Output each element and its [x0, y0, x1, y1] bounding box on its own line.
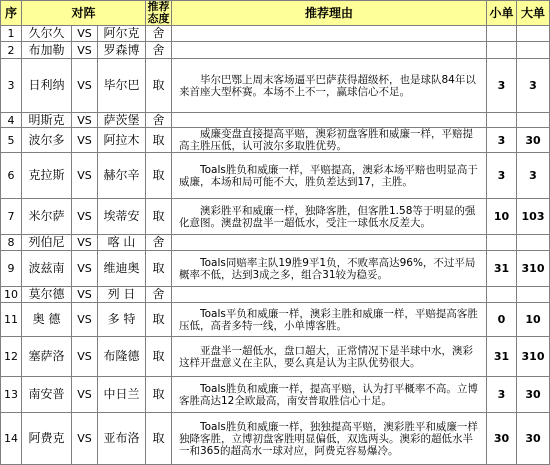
- big-bet-value-cell: [517, 128, 550, 153]
- row-index: 3: [7, 79, 15, 92]
- recommend-attitude-cell: [146, 59, 172, 113]
- recommend-attitude: 舍: [152, 235, 165, 249]
- vs-label: VS: [77, 388, 92, 401]
- vs-label: VS: [77, 43, 92, 57]
- small-bet-value: 3: [497, 133, 506, 147]
- home-team-cell: [22, 235, 72, 251]
- home-team-cell: [22, 413, 72, 465]
- small-bet-value-cell: [487, 377, 517, 413]
- row-index-cell: [1, 303, 22, 337]
- away-team: 阿拉木: [103, 132, 140, 147]
- away-team-cell: [98, 251, 146, 287]
- recommend-reason-cell: [172, 128, 487, 153]
- recommend-reason-cell: [172, 251, 487, 287]
- row-index: 6: [7, 169, 15, 182]
- vs-label: VS: [77, 210, 92, 223]
- recommend-attitude: 取: [152, 349, 165, 363]
- row-index: 7: [7, 210, 15, 223]
- recommend-reason: 毕尔巴鄂上周末客场逼平巴萨获得超级杯，也是球队84年以来首座大型杯赛。本场不上不一，赢球信心不足。: [179, 73, 476, 98]
- big-bet-value: 103: [521, 210, 545, 223]
- away-team-cell: [98, 128, 146, 153]
- away-team: 罗森博: [103, 42, 140, 57]
- home-team-cell: [22, 26, 72, 42]
- recommend-attitude: 舍: [152, 287, 165, 301]
- header-big-bet: 大单: [517, 1, 550, 26]
- recommend-attitude-cell: [146, 42, 172, 59]
- away-team-cell: [98, 26, 146, 42]
- recommend-reason-cell: [172, 337, 487, 377]
- away-team: 埃蒂安: [103, 209, 140, 223]
- small-bet-value-cell: [487, 59, 517, 113]
- away-team: 喀 山: [107, 235, 136, 249]
- row-index-cell: [1, 199, 22, 235]
- vs-label-cell: [72, 235, 98, 251]
- vs-label-cell: [72, 377, 98, 413]
- header-match: 对阵: [22, 1, 146, 26]
- recommend-attitude-cell: [146, 128, 172, 153]
- vs-label: VS: [77, 27, 92, 40]
- small-bet-value: 3: [497, 79, 506, 92]
- vs-label-cell: [72, 128, 98, 153]
- big-bet-value-cell: [517, 42, 550, 59]
- vs-label-cell: [72, 413, 98, 465]
- recommend-attitude: 取: [152, 431, 165, 445]
- away-team: 赫尔辛: [103, 168, 140, 182]
- home-team-cell: [22, 113, 72, 128]
- home-team: 克拉斯: [28, 168, 65, 182]
- recommend-attitude: 取: [152, 78, 165, 92]
- home-team-cell: [22, 153, 72, 199]
- recommend-reason-cell: [172, 199, 487, 235]
- small-bet-value-cell: [487, 42, 517, 59]
- home-team: 波兹南: [28, 261, 65, 275]
- recommend-attitude: 舍: [152, 42, 165, 57]
- small-bet-value: 3: [497, 169, 506, 182]
- away-team-cell: [98, 377, 146, 413]
- home-team-cell: [22, 287, 72, 303]
- recommend-attitude-cell: [146, 153, 172, 199]
- recommend-reason: 威廉变盘直接提高平赔，澳彩初盘客胜和威廉一样，平赔提高主胜压低，认可波尔多取胜优势。: [179, 128, 473, 152]
- big-bet-value: 30: [525, 432, 541, 445]
- vs-label-cell: [72, 153, 98, 199]
- recommend-attitude: 取: [152, 312, 165, 326]
- away-team: 列 日: [107, 287, 136, 301]
- row-index-cell: [1, 128, 22, 153]
- vs-label: VS: [77, 79, 92, 92]
- row-index-cell: [1, 235, 22, 251]
- row-index: 4: [7, 113, 15, 127]
- recommend-reason: Toals胜负和威廉一样，独独提高平赔，澳彩胜平和威廉一样独降客胜，立博初盘客胜明显偏低，双选两头。澳彩的超低水半一和365的超高水一球对应，阿费克容易爆冷。: [179, 420, 478, 457]
- home-team: 南安普: [28, 387, 65, 401]
- away-team: 中日兰: [103, 387, 140, 401]
- small-bet-value-cell: [487, 26, 517, 42]
- home-team-cell: [22, 377, 72, 413]
- recommend-reason: Toals胜负和威廉一样，平赔提高，澳彩本场平赔也明显高于威廉，本场和局可能不大，胜负差达到17，主胜。: [179, 163, 478, 188]
- home-team-cell: [22, 42, 72, 59]
- big-bet-value: 30: [525, 133, 541, 147]
- away-team-cell: [98, 303, 146, 337]
- big-bet-value-cell: [517, 113, 550, 128]
- big-bet-value-cell: [517, 251, 550, 287]
- recommend-reason: Toals同赔率主队19胜9平1负，不败率高达96%，不过平局概率不低，达到3成之多，组合31较为稳妥。: [179, 256, 476, 281]
- big-bet-value-cell: [517, 199, 550, 235]
- big-bet-value: 310: [521, 350, 545, 363]
- home-team-cell: [22, 303, 72, 337]
- vs-label: VS: [77, 313, 92, 326]
- row-index: 8: [7, 236, 15, 249]
- vs-label-cell: [72, 113, 98, 128]
- recommend-attitude-cell: [146, 303, 172, 337]
- big-bet-value: 3: [529, 79, 537, 92]
- big-bet-value-cell: [517, 337, 550, 377]
- recommend-attitude: 舍: [152, 26, 165, 40]
- header-small-bet: 小单: [487, 1, 517, 26]
- recommend-attitude-cell: [146, 337, 172, 377]
- recommend-attitude-cell: [146, 113, 172, 128]
- recommend-reason-cell: [172, 303, 487, 337]
- row-index: 12: [4, 350, 18, 363]
- away-team-cell: [98, 337, 146, 377]
- big-bet-value-cell: [517, 377, 550, 413]
- away-team-cell: [98, 199, 146, 235]
- home-team-cell: [22, 251, 72, 287]
- home-team: 久尔久: [28, 26, 65, 40]
- small-bet-value-cell: [487, 153, 517, 199]
- row-index-cell: [1, 377, 22, 413]
- small-bet-value-cell: [487, 128, 517, 153]
- home-team: 阿费克: [28, 431, 65, 445]
- row-index: 14: [4, 432, 18, 445]
- big-bet-value-cell: [517, 287, 550, 303]
- recommend-reason-cell: [172, 42, 487, 59]
- big-bet-value: 310: [521, 262, 545, 275]
- row-index: 9: [7, 262, 15, 275]
- row-index-cell: [1, 42, 22, 59]
- recommend-reason-cell: [172, 287, 487, 303]
- away-team: 阿尔克: [103, 26, 140, 40]
- home-team: 奥 德: [32, 312, 61, 326]
- home-team: 布加勒: [28, 42, 65, 57]
- recommend-reason-cell: [172, 26, 487, 42]
- vs-label: VS: [77, 288, 92, 301]
- small-bet-value-cell: [487, 251, 517, 287]
- small-bet-value-cell: [487, 413, 517, 465]
- home-team: 波尔多: [28, 132, 65, 147]
- header-attitude: 推荐态度: [146, 1, 172, 26]
- home-team: 莫尔德: [28, 287, 65, 301]
- recommend-reason-cell: [172, 153, 487, 199]
- row-index: 1: [7, 27, 15, 40]
- recommend-reason-cell: [172, 59, 487, 113]
- small-bet-value-cell: [487, 337, 517, 377]
- row-index: 2: [7, 43, 15, 57]
- away-team-cell: [98, 153, 146, 199]
- recommend-attitude-cell: [146, 251, 172, 287]
- row-index-cell: [1, 337, 22, 377]
- recommend-reason: Toals胜负和威廉一样，提高平赔，认为打平概率不高。立博客胜高达12全欧最高，南安普取胜信心十足。: [179, 382, 478, 407]
- recommend-reason-cell: [172, 235, 487, 251]
- vs-label-cell: [72, 26, 98, 42]
- row-index: 13: [4, 388, 18, 401]
- small-bet-value-cell: [487, 199, 517, 235]
- vs-label: VS: [77, 262, 92, 275]
- away-team-cell: [98, 413, 146, 465]
- row-index: 10: [4, 288, 18, 301]
- vs-label: VS: [77, 236, 92, 249]
- away-team: 多 特: [107, 312, 136, 326]
- big-bet-value-cell: [517, 153, 550, 199]
- header-index: 序: [1, 1, 22, 26]
- big-bet-value-cell: [517, 303, 550, 337]
- recommend-attitude: 取: [152, 209, 165, 223]
- small-bet-value-cell: [487, 287, 517, 303]
- recommend-reason-cell: [172, 377, 487, 413]
- vs-label-cell: [72, 287, 98, 303]
- big-bet-value-cell: [517, 413, 550, 465]
- vs-label-cell: [72, 337, 98, 377]
- header-reason: 推荐理由: [172, 1, 487, 26]
- small-bet-value: 3: [497, 388, 506, 401]
- row-index-cell: [1, 153, 22, 199]
- row-index-cell: [1, 26, 22, 42]
- home-team: 塞萨洛: [28, 349, 65, 363]
- vs-label-cell: [72, 251, 98, 287]
- home-team: 明斯克: [28, 113, 65, 127]
- small-bet-value-cell: [487, 113, 517, 128]
- home-team: 米尔萨: [28, 209, 65, 223]
- recommend-reason: 亚盘半一超低水，盘口超大，正常情况下是半球中水，澳彩这样开盘意义在主队，要么真是认为主队优势很大。: [179, 344, 473, 369]
- vs-label: VS: [77, 350, 92, 363]
- home-team-cell: [22, 337, 72, 377]
- big-bet-value: 3: [529, 169, 537, 182]
- away-team: 毕尔巴: [103, 78, 140, 92]
- vs-label: VS: [77, 133, 92, 147]
- big-bet-value-cell: [517, 59, 550, 113]
- home-team-cell: [22, 128, 72, 153]
- small-bet-value: 31: [493, 262, 510, 275]
- recommend-attitude-cell: [146, 235, 172, 251]
- small-bet-value: 0: [497, 313, 506, 326]
- vs-label-cell: [72, 199, 98, 235]
- away-team-cell: [98, 113, 146, 128]
- small-bet-value-cell: [487, 303, 517, 337]
- recommend-attitude-cell: [146, 377, 172, 413]
- recommend-attitude-cell: [146, 26, 172, 42]
- big-bet-value: 30: [525, 388, 541, 401]
- away-team-cell: [98, 235, 146, 251]
- recommend-attitude: 取: [152, 132, 165, 147]
- row-index-cell: [1, 287, 22, 303]
- big-bet-value-cell: [517, 235, 550, 251]
- small-bet-value-cell: [487, 235, 517, 251]
- vs-label: VS: [77, 432, 92, 445]
- small-bet-value: 30: [493, 432, 510, 445]
- row-index: 11: [4, 313, 18, 326]
- recommend-attitude-cell: [146, 413, 172, 465]
- row-index-cell: [1, 251, 22, 287]
- away-team: 亚布洛: [103, 431, 140, 445]
- big-bet-value-cell: [517, 26, 550, 42]
- recommend-attitude: 取: [152, 387, 165, 401]
- away-team-cell: [98, 42, 146, 59]
- recommend-reason: Toals平负和威廉一样，澳彩主胜和威廉一样，平赔提高客胜压低，高者多特一线，小单博客胜。: [179, 307, 478, 332]
- vs-label-cell: [72, 59, 98, 113]
- recommend-attitude: 舍: [152, 113, 165, 127]
- away-team-cell: [98, 287, 146, 303]
- small-bet-value: 10: [493, 210, 510, 223]
- vs-label: VS: [77, 169, 92, 182]
- vs-label-cell: [72, 303, 98, 337]
- row-index-cell: [1, 113, 22, 128]
- recommend-attitude-cell: [146, 287, 172, 303]
- away-team: 维迪奥: [103, 261, 140, 275]
- away-team: 布隆德: [103, 349, 140, 363]
- big-bet-value: 10: [525, 313, 541, 326]
- recommend-attitude: 取: [152, 261, 165, 275]
- recommend-attitude: 取: [152, 168, 165, 182]
- home-team-cell: [22, 199, 72, 235]
- recommend-reason: 澳彩胜平和威廉一样，独降客胜，但客胜1.58等于明显的强化意图。澳盘初盘半一超低水，受注一球低水反差大。: [179, 204, 476, 229]
- home-team: 日利纳: [28, 78, 65, 92]
- away-team-cell: [98, 59, 146, 113]
- home-team-cell: [22, 59, 72, 113]
- vs-label: VS: [77, 113, 92, 127]
- row-index: 5: [7, 133, 15, 147]
- recommend-attitude-cell: [146, 199, 172, 235]
- row-index-cell: [1, 413, 22, 465]
- vs-label-cell: [72, 42, 98, 59]
- row-index-cell: [1, 59, 22, 113]
- recommend-reason-cell: [172, 113, 487, 128]
- recommend-reason-cell: [172, 413, 487, 465]
- home-team: 列伯尼: [28, 235, 65, 249]
- away-team: 萨茨堡: [103, 113, 140, 127]
- small-bet-value: 31: [493, 350, 510, 363]
